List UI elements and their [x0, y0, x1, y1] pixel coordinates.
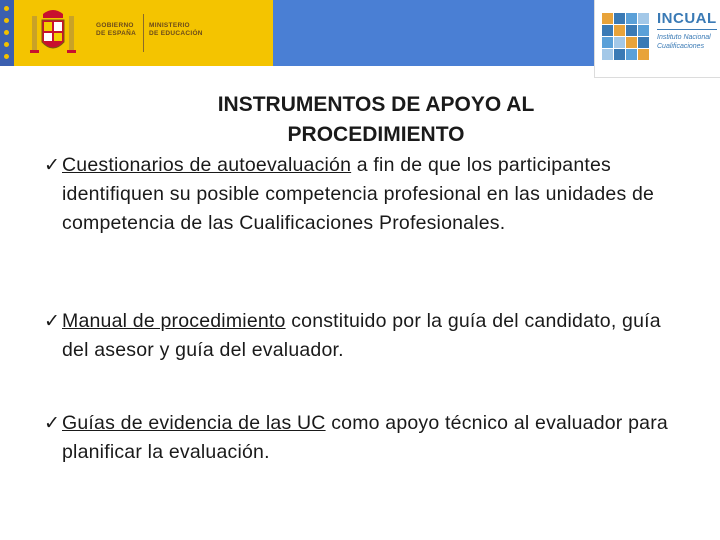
logo-subtitle: [657, 33, 711, 51]
bullet-body: constituido por la guía del candidato, guía del asesor y guía del evaluador.: [62, 310, 661, 361]
government-line-1: GOBIERNO: [96, 22, 134, 29]
bullet-text: [44, 307, 684, 365]
coat-of-arms-icon: [28, 6, 78, 60]
header-divider: [143, 14, 144, 52]
bullet-item: [44, 307, 684, 365]
checkmark-icon: ✓: [44, 311, 61, 332]
slide-title-line-1: INSTRUMENTOS DE APOYO AL: [217, 93, 535, 116]
logo-mosaic-icon: [602, 13, 650, 63]
ministry-line-1: MINISTERIO: [149, 22, 190, 29]
bullet-highlight: Manual de procedimiento: [62, 310, 286, 332]
government-banner: [14, 0, 273, 66]
slide-title: [126, 90, 626, 150]
bullet-body: como apoyo técnico al evaluador para planificar la evaluación.: [62, 412, 668, 463]
ministry-line-2: DE EDUCACIÓN: [149, 30, 203, 37]
logo-name: INCUAL: [657, 10, 717, 27]
bullet-item: [44, 409, 684, 467]
eu-flag-strip: [0, 0, 14, 66]
government-line-2: DE ESPAÑA: [96, 30, 137, 37]
bullet-highlight: Guías de evidencia de las UC: [62, 412, 326, 434]
checkmark-icon: ✓: [44, 155, 61, 176]
slide-title-line-2: PROCEDIMIENTO: [287, 123, 465, 146]
bullet-item: [44, 151, 664, 238]
checkmark-icon: ✓: [44, 413, 61, 434]
blue-banner: [273, 0, 594, 66]
ministry-label: [149, 22, 203, 38]
logo-subtitle-line-1: Instituto Nacional: [657, 34, 711, 41]
bullet-body: a fin de que los participantes identifiquen su posible competencia profesional en las unidades de competencia de las Cualificaciones Profesionales.: [62, 154, 655, 234]
bullet-text: [44, 151, 664, 238]
logo-subtitle-line-2: Cualificaciones: [657, 43, 705, 50]
bullet-text: [44, 409, 684, 467]
bullet-highlight: Cuestionarios de autoevaluación: [62, 154, 352, 176]
logo-underline: [657, 29, 717, 30]
incual-logo: [594, 0, 720, 78]
government-label: [96, 22, 136, 38]
